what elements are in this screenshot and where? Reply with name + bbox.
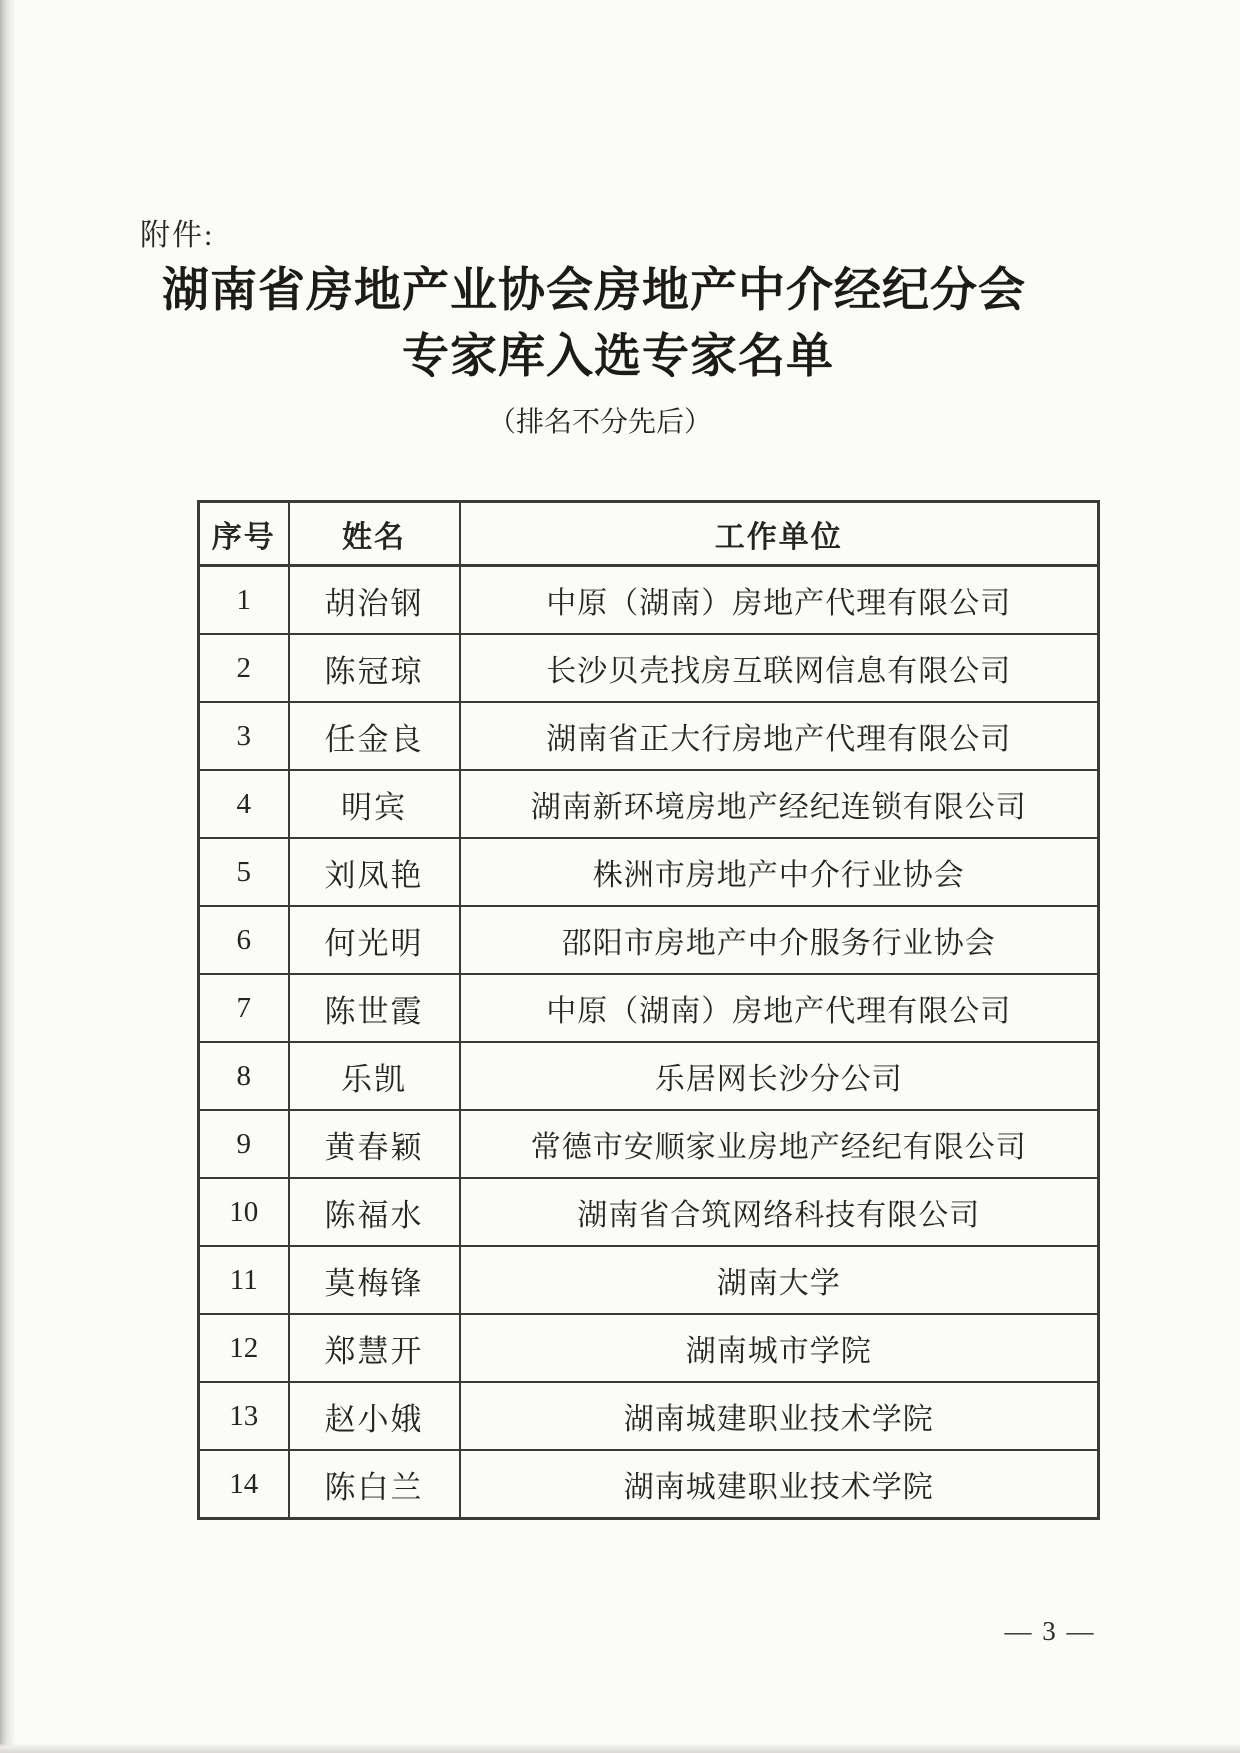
header-cell-name: 姓名 (289, 502, 460, 566)
cell-name: 莫梅锋 (289, 1246, 460, 1314)
expert-table (197, 500, 1100, 1520)
cell-no: 14 (199, 1450, 289, 1519)
cell-name: 黄春颖 (289, 1110, 460, 1178)
document-title (0, 258, 1240, 390)
cell-name: 刘凤艳 (289, 838, 460, 906)
table-row (199, 1178, 1099, 1246)
cell-no: 9 (199, 1110, 289, 1178)
table-row (199, 566, 1099, 635)
cell-org: 湖南省合筑网络科技有限公司 (460, 1178, 1099, 1246)
cell-no: 13 (199, 1382, 289, 1450)
table-row (199, 1110, 1099, 1178)
table-row (199, 634, 1099, 702)
cell-name: 陈冠琼 (289, 634, 460, 702)
cell-org: 湖南城建职业技术学院 (460, 1450, 1099, 1519)
cell-no: 6 (199, 906, 289, 974)
cell-name: 胡治钢 (289, 566, 460, 635)
cell-name: 郑慧开 (289, 1314, 460, 1382)
cell-name: 任金良 (289, 702, 460, 770)
cell-name: 陈世霞 (289, 974, 460, 1042)
cell-org: 常德市安顺家业房地产经纪有限公司 (460, 1110, 1099, 1178)
expert-table-body (199, 566, 1099, 1519)
table-row (199, 770, 1099, 838)
cell-org: 湖南城市学院 (460, 1314, 1099, 1382)
document-title-line2: 专家库入选专家名单 (402, 331, 834, 383)
table-row (199, 1382, 1099, 1450)
cell-name: 陈福水 (289, 1178, 460, 1246)
cell-no: 1 (199, 566, 289, 635)
table-row (199, 1246, 1099, 1314)
cell-name: 乐凯 (289, 1042, 460, 1110)
cell-no: 7 (199, 974, 289, 1042)
cell-name: 陈白兰 (289, 1450, 460, 1519)
table-row (199, 974, 1099, 1042)
cell-name: 何光明 (289, 906, 460, 974)
cell-org: 湖南新环境房地产经纪连锁有限公司 (460, 770, 1099, 838)
cell-name: 明宾 (289, 770, 460, 838)
table-row (199, 1314, 1099, 1382)
table-row (199, 1450, 1099, 1519)
cell-no: 10 (199, 1178, 289, 1246)
cell-no: 3 (199, 702, 289, 770)
scan-bottom-edge-shading (0, 1743, 1240, 1753)
cell-no: 4 (199, 770, 289, 838)
cell-org: 湖南大学 (460, 1246, 1099, 1314)
table-row (199, 1042, 1099, 1110)
cell-org: 湖南省正大行房地产代理有限公司 (460, 702, 1099, 770)
cell-org: 长沙贝壳找房互联网信息有限公司 (460, 634, 1099, 702)
header-cell-no: 序号 (199, 502, 289, 566)
cell-org: 乐居网长沙分公司 (460, 1042, 1099, 1110)
cell-no: 11 (199, 1246, 289, 1314)
page-number: — 3 — (1004, 1616, 1096, 1646)
table-row (199, 906, 1099, 974)
cell-org: 中原（湖南）房地产代理有限公司 (460, 566, 1099, 635)
table-row (199, 702, 1099, 770)
cell-org: 湖南城建职业技术学院 (460, 1382, 1099, 1450)
document-title-line1: 湖南省房地产业协会房地产中介经纪分会 (162, 265, 1026, 317)
cell-org: 株洲市房地产中介行业协会 (460, 838, 1099, 906)
cell-no: 5 (199, 838, 289, 906)
document-subtitle: （排名不分先后） (487, 407, 712, 438)
table-header-row (199, 502, 1099, 566)
cell-no: 8 (199, 1042, 289, 1110)
cell-org: 邵阳市房地产中介服务行业协会 (460, 906, 1099, 974)
attachment-label: 附件: (140, 219, 215, 252)
cell-no: 2 (199, 634, 289, 702)
table-row (199, 838, 1099, 906)
cell-no: 12 (199, 1314, 289, 1382)
cell-org: 中原（湖南）房地产代理有限公司 (460, 974, 1099, 1042)
cell-name: 赵小娥 (289, 1382, 460, 1450)
header-cell-org: 工作单位 (460, 502, 1099, 566)
